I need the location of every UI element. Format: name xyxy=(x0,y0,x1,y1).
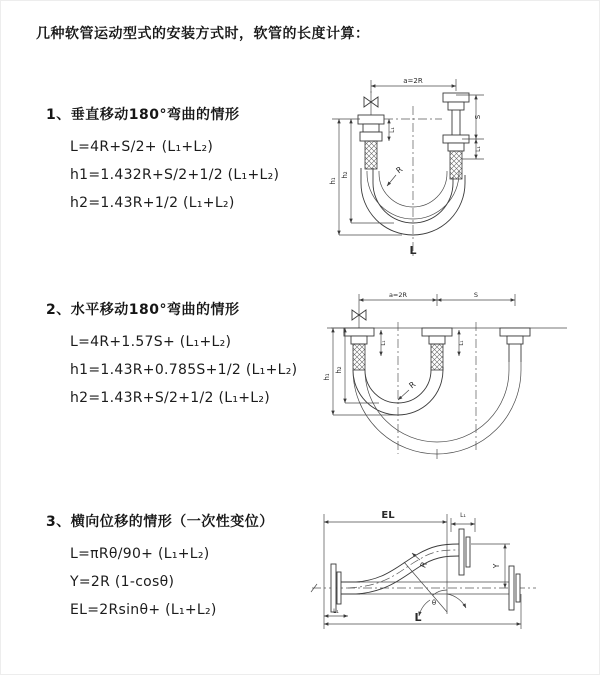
section3-formula-EL: EL=2Rsinθ+ (L₁+L₂) xyxy=(70,602,217,618)
hose-u-curves xyxy=(353,362,521,459)
label-r: R xyxy=(418,560,429,570)
label-l: L xyxy=(414,611,422,624)
dimension-l1-left xyxy=(381,330,387,356)
pipe-fittings-right xyxy=(500,328,530,362)
label-el: EL xyxy=(381,510,395,521)
section3-formula-L: L=πRθ/90+ (L₁+L₂) xyxy=(70,546,210,562)
label-l1-top: L₁ xyxy=(460,512,466,519)
section1-heading: 1、垂直移动180°弯曲的情形 xyxy=(46,107,240,123)
label-a2r: a=2R xyxy=(403,77,423,85)
dimension-l1-pipe xyxy=(389,119,396,141)
dimension-l1-middle xyxy=(459,330,465,356)
dimension-y xyxy=(492,544,505,588)
label-s: S xyxy=(474,114,482,120)
label-y: Y xyxy=(492,563,501,569)
section2-formula-L: L=4R+1.57S+ (L₁+L₂) xyxy=(70,334,232,350)
hose-s-curve xyxy=(348,544,459,594)
dimension-l1-right xyxy=(475,139,482,159)
left-flange xyxy=(331,564,360,612)
dimension-a2r xyxy=(371,77,456,93)
section-lateral-displacement xyxy=(46,511,274,624)
label-l1-right: L₁ xyxy=(475,146,482,152)
valve-icon xyxy=(364,91,378,115)
label-s: S xyxy=(473,291,479,299)
right-pipe-fittings xyxy=(443,93,469,179)
label-l-overall: L xyxy=(409,244,417,257)
section2-heading: 2、水平移动180°弯曲的情形 xyxy=(46,302,240,318)
section-vertical-180 xyxy=(46,104,279,217)
braided-hose-section xyxy=(450,151,462,179)
radius-callout xyxy=(387,165,405,186)
label-theta: θ xyxy=(431,599,437,607)
page-title: 几种软管运动型式的安装方式时，软管的长度计算： xyxy=(36,26,370,42)
label-r: R xyxy=(407,379,418,391)
braided-hose-section xyxy=(365,141,377,169)
radius-callout xyxy=(398,380,418,400)
diagram-vertical-180-bend xyxy=(314,71,596,263)
section1-formula-h1: h1=1.432R+S/2+1/2 (L₁+L₂) xyxy=(70,167,280,183)
label-l1: L₁ xyxy=(389,127,396,133)
section3-heading: 3、横向位移的情形（一次性变位） xyxy=(46,514,274,530)
label-l1-bottom: L₁ xyxy=(333,608,339,615)
section2-formula-h1: h1=1.43R+0.785S+1/2 (L₁+L₂) xyxy=(70,362,298,378)
label-h1: h₁ xyxy=(323,373,331,381)
dimension-l1-bottom xyxy=(324,608,348,616)
dimension-a2r xyxy=(359,291,515,306)
label-h2: h₂ xyxy=(341,171,349,179)
label-a2r: a=2R xyxy=(388,291,408,299)
section3-formula-Y: Y=2R (1-cosθ) xyxy=(70,574,175,590)
diagram-lateral-displacement xyxy=(304,504,599,669)
pipe-fittings-left xyxy=(344,328,374,370)
label-h2: h₂ xyxy=(335,366,343,374)
upper-flange xyxy=(459,529,510,575)
dimension-l xyxy=(324,594,521,629)
diagram-horizontal-180-bend xyxy=(317,282,585,467)
label-l1-left: L₁ xyxy=(381,340,387,346)
dimension-s xyxy=(437,291,515,300)
braided-hose-section xyxy=(353,344,365,370)
section1-formula-h2: h2=1.43R+1/2 (L₁+L₂) xyxy=(70,195,235,211)
valve-icon xyxy=(352,306,366,328)
label-l1-middle: L₁ xyxy=(459,340,465,346)
label-r: R xyxy=(394,164,405,176)
section-horizontal-180 xyxy=(46,299,297,412)
angle-theta xyxy=(404,562,466,616)
label-h1: h₁ xyxy=(329,177,337,185)
pipe-fittings-middle xyxy=(422,328,452,370)
section1-formula-L: L=4R+S/2+ (L₁+L₂) xyxy=(70,139,214,155)
dimension-el xyxy=(324,510,447,629)
braided-hose-section xyxy=(431,344,443,370)
section2-formula-h2: h2=1.43R+S/2+1/2 (L₁+L₂) xyxy=(70,390,271,406)
left-pipe-fittings xyxy=(358,115,384,169)
